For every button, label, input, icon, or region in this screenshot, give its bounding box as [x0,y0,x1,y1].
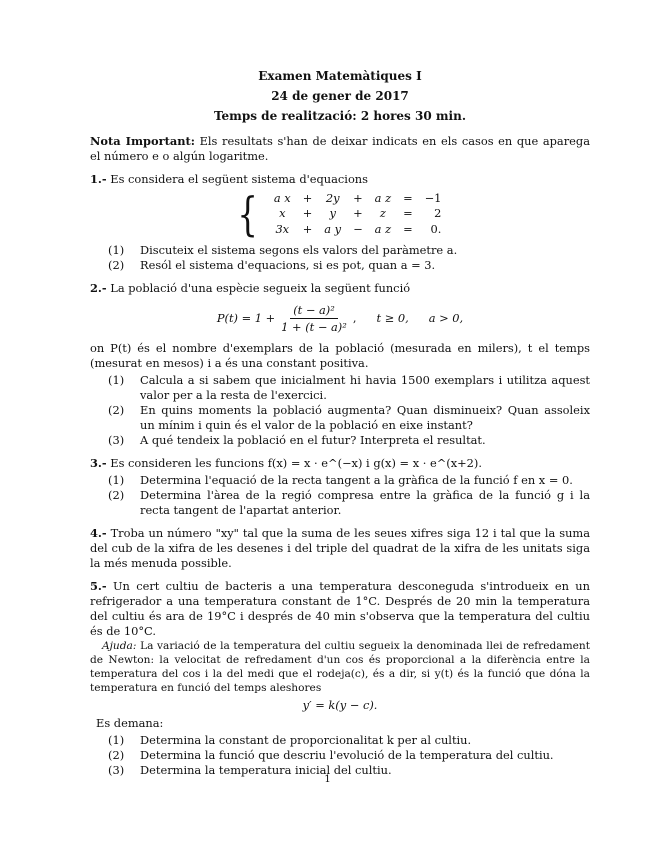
page-number: 1 [324,774,331,785]
q5-label: 5.- [90,579,107,593]
equation-cell: = [403,221,413,236]
q4-label: 4.- [90,526,107,540]
q2-intro: La població d'una espècie segueix la següent funció [110,281,411,295]
item-text: Determina l'equació de la recta tangent a la gràfica de la funció f en x = 0. [140,473,573,487]
note-label: Nota Important: [90,134,195,148]
population-formula [90,302,590,335]
item-text: En quins moments la població augmenta? Quan disminueix? Quan assoleix un mínim i quin és el valor de la població en eixe instant? [140,403,590,432]
q2-items [90,373,590,448]
q2-after: on P(t) és el nombre d'exemplars de la població (mesurada en milers), t el temps (mesurat en mesos) i a és una constant positiva. [90,341,590,370]
q5-text: Un cert cultiu de bacteris a una temperatura desconeguda s'introdueix en un refrigerador a una temperatura constant de 1°C. Després de 20 min la temperatura del cultiu és ara de 19°C i després de 40 min s'observa que la temperatura del cultiu és de 10°C. [90,579,590,638]
item-number: (2) [108,748,125,762]
equation-cell: y [329,206,336,221]
q2-label: 2.- [90,281,107,295]
question-5 [90,579,590,778]
exam-title: Examen Matemàtiques I [258,69,422,83]
formula-fraction [278,302,350,335]
equation-cell: − [353,221,363,236]
q3-items [90,473,590,518]
item-number: (3) [108,763,125,777]
q3-label: 3.- [90,456,107,470]
list-item [90,243,590,258]
q5-hint [90,639,590,695]
equation-cell: a z [374,221,392,236]
formula-condition-a: a > 0, [428,311,464,325]
question-4 [90,526,590,571]
equation-cell: + [302,221,313,236]
list-item [90,748,590,763]
equation-row [268,222,448,237]
exam-page [90,66,590,778]
equation-cell: a z [374,191,392,206]
exam-date: 24 de gener de 2017 [271,89,409,103]
equation-cell: 0. [430,221,442,236]
q1-intro: Es considera el següent sistema d'equacions [110,172,368,186]
equation-row [268,206,448,221]
item-text: A qué tendeix la població en el futur? Interpreta el resultat. [140,433,486,447]
equation-row [268,191,448,206]
item-text: Discuteix el sistema segons els valors del paràmetre a. [140,243,458,257]
equation-cell: + [353,191,363,206]
list-item [90,373,590,403]
equation-cell: 3x [275,221,290,236]
important-note [90,134,590,164]
item-number: (1) [108,373,125,387]
item-number: (2) [108,258,125,272]
question-1 [90,172,590,273]
q1-label: 1.- [90,172,107,186]
list-item [90,403,590,433]
list-item [90,258,590,273]
equation-cell: = [403,191,413,206]
newton-equation: y′ = k(y − c). [302,698,378,712]
equation-cell: + [353,206,363,221]
item-text: Resól el sistema d'equacions, si es pot, quan a = 3. [140,258,436,272]
question-3 [90,456,590,518]
exam-duration: Temps de realització: 2 hores 30 min. [213,109,467,123]
equation-table [268,191,448,237]
list-item [90,733,590,748]
item-number: (2) [108,403,125,417]
q4-text: Troba un número "xy" tal que la suma de les seues xifres siga 12 i tal que la suma del cub de la xifra de les desenes i del triple del quadrat de la xifra de les unitats siga la més menuda possible. [90,526,591,570]
list-item [90,488,590,518]
equation-cell: + [302,191,313,206]
item-number: (1) [108,473,125,487]
list-item [90,433,590,448]
formula-denominator: 1 + (t − a)² [281,320,347,334]
equation-cell: a y [324,221,342,236]
item-number: (1) [108,243,125,257]
item-text: Determina la constant de proporcionalitat k per al cultiu. [140,733,472,747]
equation-cell: = [403,206,413,221]
hint-text: La variació de la temperatura del cultiu segueix la denominada llei de refredament de Newton: la velocitat de refredament d'un cos és proporcional a la diferència entre la temperatura del cos i la del medi que el rodeja(c), és a dir, si y(t) és la funció que dóna la temperatura en funció del temps aleshores [90,640,590,694]
item-text: Calcula a si sabem que inicialment hi havia 1500 exemplars i utilitza aquest valor per a la resta de l'exercici. [140,373,590,402]
q3-intro: Es consideren les funcions f(x) = x · e^(−x) i g(x) = x · e^(x+2). [110,456,482,470]
hint-label: Ajuda: [102,640,137,652]
equation-cell: z [379,206,386,221]
left-brace: { [236,187,258,241]
q5-ask: Es demana: [96,716,164,730]
formula-comma: , [352,311,357,325]
equation-cell: 2y [325,191,340,206]
equation-cell: a x [273,191,291,206]
question-2 [90,281,590,448]
item-number: (1) [108,733,125,747]
item-number: (2) [108,488,125,502]
list-item [90,473,590,488]
equation-cell: 2 [434,206,442,221]
q1-items [90,243,590,273]
equation-cell: −1 [424,191,442,206]
note-text: Els resultats s'han de deixar indicats en els casos en que aparega el número e o algún logaritme. [90,134,590,163]
equation-cell: + [302,206,313,221]
formula-numerator: (t − a)² [290,302,338,319]
formula-lhs: P(t) = 1 + [216,311,276,325]
equation-cell: x [279,206,286,221]
item-text: Determina la temperatura inicial del cultiu. [140,763,392,777]
exam-header [90,66,590,126]
item-text: Determina la funció que descriu l'evolució de la temperatura del cultiu. [140,748,554,762]
formula-condition-t: t ≥ 0, [376,311,409,325]
item-number: (3) [108,433,125,447]
item-text: Determina l'àrea de la regió compresa entre la gràfica de la funció g i la recta tangent de l'apartat anterior. [140,488,590,517]
equation-system [90,187,590,241]
